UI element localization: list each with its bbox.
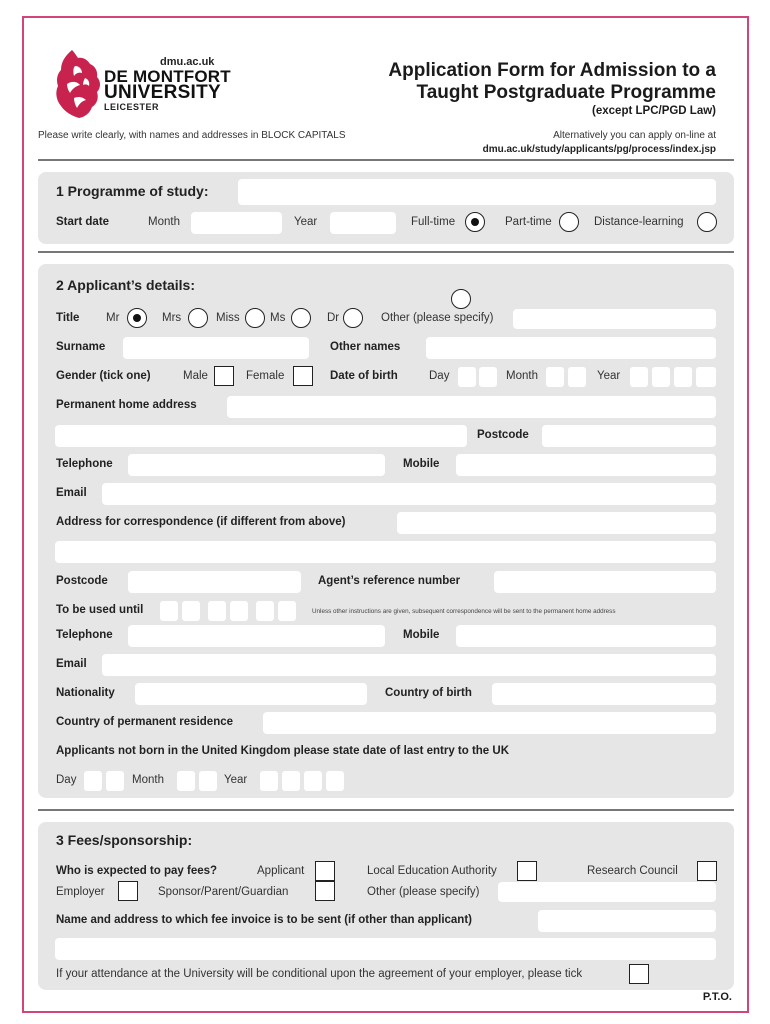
entry-day-box[interactable] — [84, 771, 102, 791]
lea-label: Local Education Authority — [367, 865, 497, 877]
mobile-field[interactable] — [456, 454, 716, 476]
email2-label: Email — [56, 658, 87, 670]
who-pays-label: Who is expected to pay fees? — [56, 865, 218, 877]
mobile2-field[interactable] — [456, 625, 716, 647]
invoice-label: Name and address to which fee invoice is to be sent (if other than applicant) — [56, 914, 472, 926]
ms-label: Ms — [270, 312, 286, 324]
entry-year-box[interactable] — [260, 771, 278, 791]
programme-field[interactable] — [238, 179, 716, 205]
male-label: Male — [183, 370, 208, 382]
used-until-box[interactable] — [208, 601, 226, 621]
employer-condition-note: If your attendance at the University will be conditional upon the agreement of your employer, please tick — [56, 968, 583, 980]
female-checkbox[interactable] — [293, 366, 313, 386]
dob-year-box[interactable] — [696, 367, 716, 387]
logo-name-line1: DE MONTFORT — [104, 67, 231, 86]
other-title-label: Other (please specify) — [381, 312, 494, 324]
telephone2-label: Telephone — [56, 629, 113, 641]
telephone2-field[interactable] — [128, 625, 385, 647]
corr-address-label: Address for correspondence (if different from above) — [56, 516, 346, 528]
entry-year-label: Year — [224, 774, 248, 786]
entry-month-label: Month — [132, 774, 164, 786]
telephone-field[interactable] — [128, 454, 385, 476]
home-address-field-line1[interactable] — [227, 396, 716, 418]
mrs-radio[interactable] — [188, 308, 208, 328]
used-until-box[interactable] — [182, 601, 200, 621]
research-council-label: Research Council — [587, 865, 678, 877]
dr-radio[interactable] — [343, 308, 363, 328]
country-residence-label: Country of permanent residence — [56, 716, 234, 728]
form-title-line2: Taught Postgraduate Programme — [416, 82, 716, 103]
telephone-label: Telephone — [56, 458, 113, 470]
form-subtitle: (except LPC/PGD Law) — [592, 105, 716, 117]
entry-year-box[interactable] — [282, 771, 300, 791]
agent-ref-label: Agent’s reference number — [318, 575, 461, 587]
corr-address-field-line2[interactable] — [55, 541, 716, 563]
mr-radio[interactable] — [127, 308, 147, 328]
female-label: Female — [246, 370, 285, 382]
dob-year-label: Year — [597, 370, 621, 382]
start-date-label: Start date — [56, 216, 110, 228]
ms-radio[interactable] — [291, 308, 311, 328]
section1-title: 1 Programme of study: — [56, 183, 209, 199]
email-label: Email — [56, 487, 87, 499]
dr-label: Dr — [327, 312, 340, 324]
part-time-label: Part-time — [505, 216, 552, 228]
part-time-radio[interactable] — [559, 212, 579, 232]
gender-label: Gender (tick one) — [56, 370, 151, 382]
nationality-label: Nationality — [56, 687, 115, 699]
other-title-radio[interactable] — [451, 289, 471, 309]
nationality-field[interactable] — [135, 683, 367, 705]
divider — [38, 159, 734, 161]
home-postcode-label: Postcode — [477, 429, 529, 441]
country-birth-field[interactable] — [492, 683, 716, 705]
other-names-field[interactable] — [426, 337, 716, 359]
used-until-label: To be used until — [56, 604, 144, 616]
home-postcode-field[interactable] — [542, 425, 716, 447]
used-until-box[interactable] — [278, 601, 296, 621]
entry-year-box[interactable] — [304, 771, 322, 791]
other-payer-field[interactable] — [498, 882, 716, 902]
sponsor-checkbox[interactable] — [315, 881, 335, 901]
dob-year-box[interactable] — [674, 367, 692, 387]
divider — [38, 809, 734, 811]
full-time-label: Full-time — [411, 216, 456, 228]
country-residence-field[interactable] — [263, 712, 716, 734]
dob-day-box[interactable] — [458, 367, 476, 387]
entry-month-box[interactable] — [177, 771, 195, 791]
start-month-label: Month — [148, 216, 180, 228]
dob-month-box[interactable] — [546, 367, 564, 387]
other-names-label: Other names — [330, 341, 401, 353]
mobile-label: Mobile — [403, 458, 440, 470]
lea-checkbox[interactable] — [517, 861, 537, 881]
invoice-field-line2[interactable] — [55, 938, 716, 960]
mobile2-label: Mobile — [403, 629, 440, 641]
miss-radio[interactable] — [245, 308, 265, 328]
surname-field[interactable] — [123, 337, 309, 359]
online-note: Alternatively you can apply on-line at — [553, 130, 716, 141]
online-url[interactable]: dmu.ac.uk/study/applicants/pg/process/index.jsp — [482, 144, 716, 155]
research-council-checkbox[interactable] — [697, 861, 717, 881]
used-until-box[interactable] — [160, 601, 178, 621]
corr-postcode-field[interactable] — [128, 571, 301, 593]
corr-postcode-label: Postcode — [56, 575, 108, 587]
email-field[interactable] — [102, 483, 716, 505]
dob-year-box[interactable] — [630, 367, 648, 387]
dob-month-label: Month — [506, 370, 538, 382]
applicant-checkbox[interactable] — [315, 861, 335, 881]
sponsor-label: Sponsor/Parent/Guardian — [158, 886, 289, 898]
start-year-label: Year — [294, 216, 318, 228]
section2-title: 2 Applicant’s details: — [56, 277, 195, 293]
full-time-radio[interactable] — [465, 212, 485, 232]
entry-day-label: Day — [56, 774, 77, 786]
dob-day-box[interactable] — [479, 367, 497, 387]
used-until-box[interactable] — [256, 601, 274, 621]
country-birth-label: Country of birth — [385, 687, 472, 699]
logo-name-line2: UNIVERSITY — [104, 82, 222, 103]
start-year-field[interactable] — [330, 212, 396, 234]
surname-label: Surname — [56, 341, 106, 353]
home-address-field-line2[interactable] — [55, 425, 467, 447]
title-label: Title — [56, 312, 80, 324]
applicant-label: Applicant — [257, 865, 305, 877]
home-address-label: Permanent home address — [56, 399, 197, 411]
other-payer-label: Other (please specify) — [367, 886, 480, 898]
corr-address-field-line1[interactable] — [397, 512, 716, 534]
form-title-line1: Application Form for Admission to a — [388, 60, 716, 81]
dob-month-box[interactable] — [568, 367, 586, 387]
logo-name-line3: LEICESTER — [104, 102, 160, 112]
logo-url: dmu.ac.uk — [160, 56, 215, 68]
used-until-box[interactable] — [230, 601, 248, 621]
dob-label: Date of birth — [330, 370, 398, 382]
dob-day-label: Day — [429, 370, 450, 382]
agent-ref-field[interactable] — [494, 571, 716, 593]
block-capitals-instruction: Please write clearly, with names and addresses in BLOCK CAPITALS — [38, 130, 346, 141]
entry-year-box[interactable] — [326, 771, 344, 791]
miss-label: Miss — [216, 312, 240, 324]
section3-title: 3 Fees/sponsorship: — [56, 832, 193, 848]
mrs-label: Mrs — [162, 312, 182, 324]
correspondence-note: Unless other instructions are given, subsequent correspondence will be sent to the permanent home address — [312, 608, 616, 615]
email2-field[interactable] — [102, 654, 716, 676]
entry-month-box[interactable] — [199, 771, 217, 791]
distance-learning-label: Distance-learning — [594, 216, 684, 228]
employer-label: Employer — [56, 886, 105, 898]
entry-day-box[interactable] — [106, 771, 124, 791]
divider — [38, 251, 734, 253]
dob-year-box[interactable] — [652, 367, 670, 387]
mr-label: Mr — [106, 312, 120, 324]
employer-checkbox[interactable] — [118, 881, 138, 901]
start-month-field[interactable] — [191, 212, 282, 234]
dmu-lion-logo-icon — [52, 48, 106, 120]
employer-condition-checkbox[interactable] — [629, 964, 649, 984]
male-checkbox[interactable] — [214, 366, 234, 386]
other-title-field[interactable] — [513, 309, 716, 329]
invoice-field-line1[interactable] — [538, 910, 716, 932]
uk-entry-label: Applicants not born in the United Kingdom please state date of last entry to the UK — [56, 745, 510, 757]
distance-learning-radio[interactable] — [697, 212, 717, 232]
pto-label: P.T.O. — [702, 991, 732, 1003]
